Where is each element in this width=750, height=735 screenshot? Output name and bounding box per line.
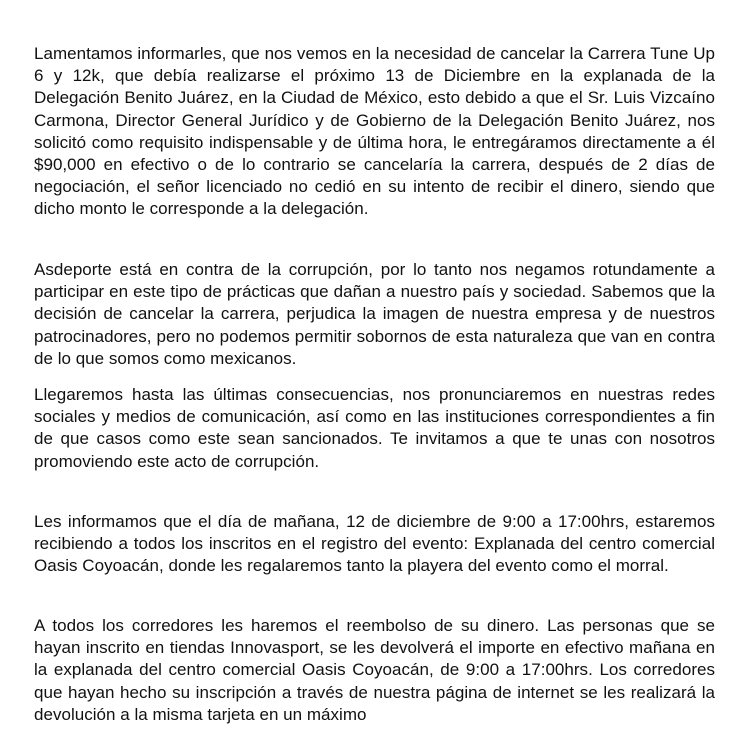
paragraph-refund: A todos los corredores les haremos el reembolso de su dinero. Las personas que se hayan inscrito en tiendas Innovasport, se les devolverá el importe en efectivo mañana en la explanada del centro comercial Oasis Coyoacán, de 9:00 a 17:00hrs. Los corredores que hayan hecho su inscripción a través de nuestra página de internet se les realizará la devolución a la misma tarjeta en un máximo xyxy=(34,616,715,724)
paragraph-consequences: Llegaremos hasta las últimas consecuencias, nos pronunciaremos en nuestras redes sociales y medios de comunicación, así como en las instituciones correspondientes a fin de que casos como este sean sancionados. Te invitamos a que te unas con nosotros promoviendo este acto de corrupción. xyxy=(34,385,715,471)
paragraph-anti-corruption: Asdeporte está en contra de la corrupción, por lo tanto nos negamos rotundamente a participar en este tipo de prácticas que dañan a nuestro país y sociedad. Sabemos que la decisión de cancelar la carrera, perjudica la imagen de nuestra empresa y de nuestros patrocinadores, pero no podemos permitir sobornos de esta naturaleza que van en contra de lo que somos como mexicanos. xyxy=(34,260,715,368)
paragraph-cancellation-notice: Lamentamos informarles, que nos vemos en la necesidad de cancelar la Carrera Tune Up 6 y 12k, que debía realizarse el próximo 13 de Diciembre en la explanada de la Delegación Benito Juárez, en la Ciudad de México, esto debido a que el Sr. Luis Vizcaíno Carmona, Director General Jurídico y de Gobierno de la Delegación Benito Juárez, nos solicitó como requisito indispensable y de última hora, le entregáramos directamente a él $90,000 en efectivo o de lo contrario se cancelaría la carrera, después de 2 días de negociación, el señor licenciado no cedió en su intento de recibir el dinero, siendo que dicho monto le corresponde a la delegación. xyxy=(34,44,715,219)
paragraph-kit-pickup: Les informamos que el día de mañana, 12 de diciembre de 9:00 a 17:00hrs, estaremos recibiendo a todos los inscritos en el registro del evento: Explanada del centro comercial Oasis Coyoacán, donde les regalaremos tanto la playera del evento como el morral. xyxy=(34,512,715,576)
cropped-top-line xyxy=(34,0,715,6)
